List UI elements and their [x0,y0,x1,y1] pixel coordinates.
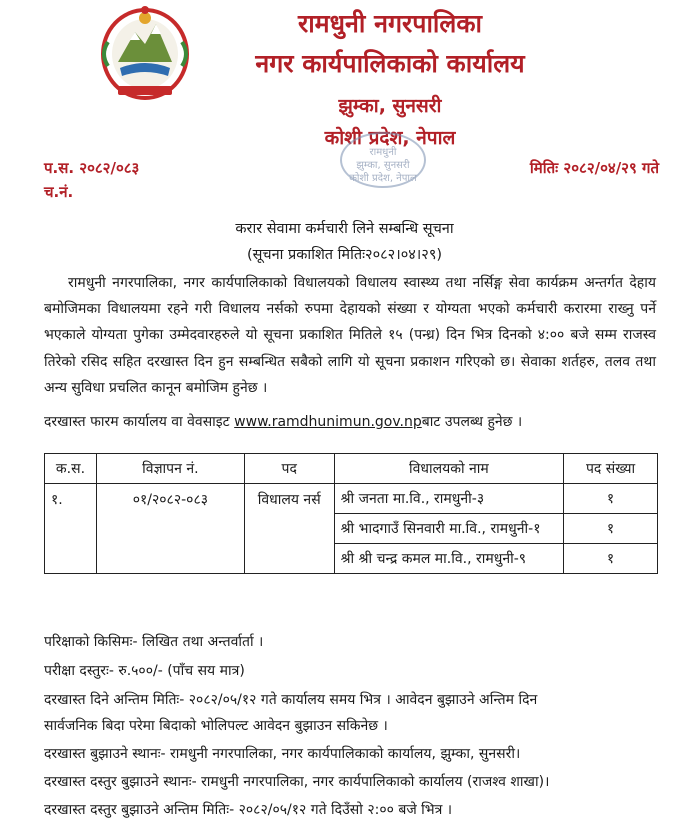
count-cell: १ [564,514,658,544]
notice-body: रामधुनी नगरपालिका, नगर कार्यपालिकाको विधालयको विधालय स्वास्थ्य तथा नर्सिङ्ग सेवा कार्यक्रम अन्तर्गत देहाय बमोजिमका विधालयमा रहने गरी विधालय नर्सको रुपमा देहायको संख्या र योग्यता भएको कर्मचारी करारमा राख्नु पर्ने भएकाले योग्यता पुगेका उम्मेदवारहरुले यो सूचना प्रकाशित मितिले १५ (पन्ध्र) दिन भित्र दिनको ४:०० बजे सम्म राजस्व तिरेको रसिद सहित दरखास्त दिन हुन सम्बन्धित सबैको लागि यो सूचना प्रकाशन गरिएको छ। सेवाका शर्तहरु, तलव तथा अन्य सुविधा प्रचलित कानून बमोजिम हुनेछ । [44,275,656,396]
form-availability: दरखास्त फारम कार्यालय वा वेवसाइट www.ramdhunimun.gov.npबाट उपलब्ध हुनेछ । [44,414,523,430]
application-deadline: दरखास्त दिने अन्तिम मितिः- २०८२/०५/१२ गते कार्यालय समय भित्र । आवेदन बुझाउने अन्तिम दिन [44,692,538,708]
submission-place: दरखास्त बुझाउने स्थानः- रामधुनी नगरपालिका, नगर कार्यपालिकाको कार्यालय, झुम्का, सुनसरी। [44,746,521,762]
ad-number-cell: ०१/२०८२-०८३ [96,484,244,574]
province-name: कोशी प्रदेश, नेपाल [324,127,456,149]
school-cell: श्री जनता मा.वि., रामधुनी-३ [334,484,563,514]
exam-fee: परीक्षा दस्तुरः- रु.५००/- (पाँच सय मात्र) [44,663,245,679]
notice-publish-date: (सूचना प्रकाशित मितिः२०८२।०४।२९) [246,247,443,263]
letter-number: प.स. २०८२/०८३ [44,159,140,177]
holiday-note: सार्वजनिक बिदा परेमा बिदाको भोलिपल्ट आवेदन बुझाउन सकिनेछ । [44,718,388,734]
post-cell: विधालय नर्स [244,484,334,574]
table-row [45,484,658,514]
count-cell: १ [564,544,658,574]
serial-cell: १. [45,484,97,574]
column-header: विज्ञापन नं. [96,454,244,484]
notice-title: करार सेवामा कर्मचारी लिने सम्बन्धि सूचना [235,221,454,237]
column-header: क.स. [45,454,97,484]
column-header: पद संख्या [564,454,658,484]
office-stamp: रामधुनी झुम्का, सुनसरी कोशी प्रदेश, नेपाल [340,132,426,188]
dispatch-number: च.नं. [44,183,74,201]
fee-deadline: दरखास्त दस्तुर बुझाउने अन्तिम मितिः- २०८२/०५/१२ गते दिउँसो २:०० बजे भित्र । [44,802,453,818]
exam-type: परिक्षाको किसिमः- लिखित तथा अन्तर्वार्ता । [44,634,264,650]
office-name: नगर कार्यपालिकाको कार्यालय [255,49,525,78]
column-header: पद [244,454,334,484]
school-cell: श्री भादगाउँ सिनवारी मा.वि., रामधुनी-१ [334,514,563,544]
count-cell: १ [564,484,658,514]
vacancy-table [44,453,658,574]
column-header: विधालयको नाम [334,454,563,484]
municipality-name: रामधुनी नगरपालिका [297,9,483,38]
school-cell: श्री श्री चन्द्र कमल मा.वि., रामधुनी-९ [334,544,563,574]
office-location: झुम्का, सुनसरी [338,95,442,117]
fee-payment-place: दरखास्त दस्तुर बुझाउने स्थानः- रामधुनी नगरपालिका, नगर कार्यपालिकाको कार्यालय (राजश्व शाखा)। [44,774,550,790]
letter-date: मितिः २०८२/०४/२९ गते [529,159,659,177]
table-header-row [45,454,658,484]
website-link[interactable]: www.ramdhunimun.gov.np [234,414,422,430]
